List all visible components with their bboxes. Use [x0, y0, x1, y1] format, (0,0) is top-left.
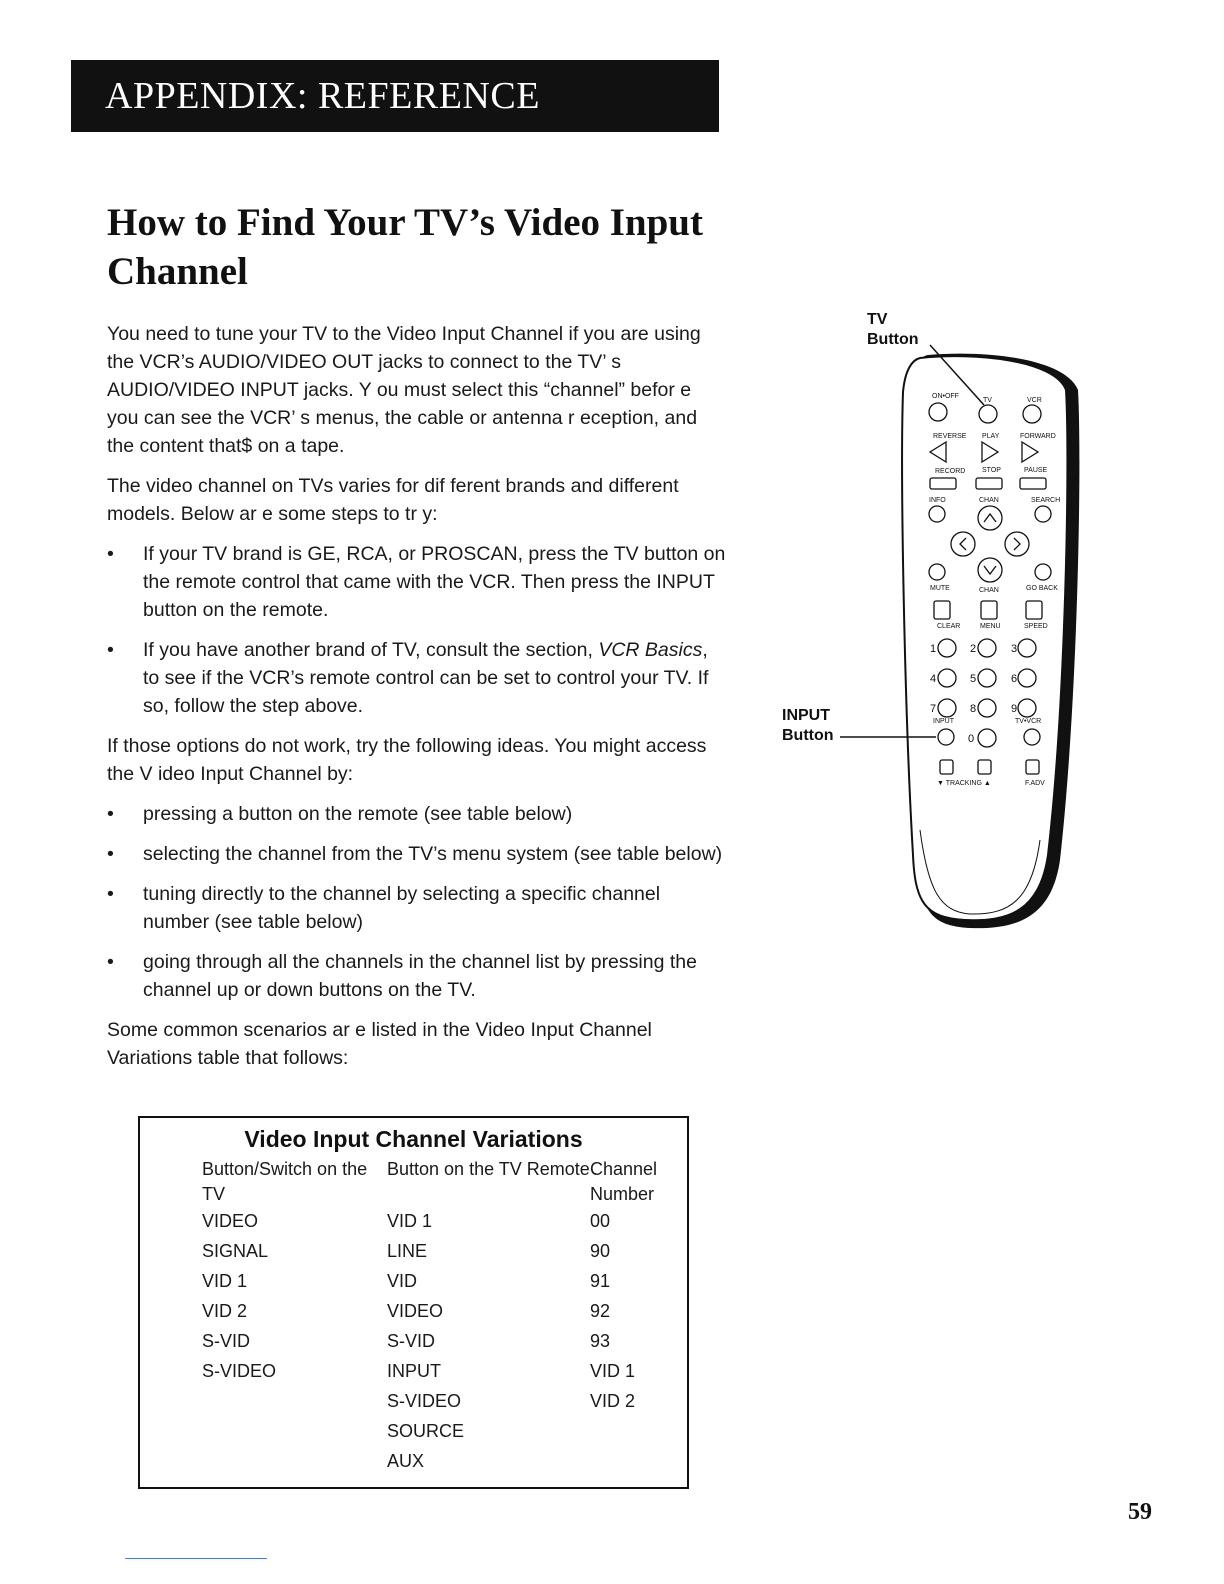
ideas-intro-paragraph: If those options do not work, try the following ideas. You might access the V ideo Input Channel by: — [107, 735, 707, 785]
table-cell: INPUT — [387, 1361, 441, 1381]
table-cell: SOURCE — [387, 1421, 465, 1441]
label-input: INPUT — [933, 718, 954, 725]
table-cell: VID 2 — [590, 1391, 636, 1411]
table-row — [202, 1301, 680, 1331]
table-cell: VIDEO — [202, 1211, 259, 1231]
svg-text:4: 4 — [930, 673, 937, 685]
table-cell: VID 1 — [387, 1211, 433, 1231]
table-cell — [202, 1391, 387, 1421]
list-item: • If your TV brand is GE, RCA, or PROSCAN, press the TV button on the remote control that came with the VCR. Then press the INPUT button on the remote. — [107, 540, 727, 624]
label-tracking: ▼ TRACKING ▲ — [937, 780, 991, 787]
svg-text:6: 6 — [1011, 673, 1018, 685]
table-row — [202, 1361, 680, 1391]
label-mute: MUTE — [930, 585, 950, 592]
table-cell: 92 — [590, 1301, 611, 1321]
variations-table — [202, 1157, 680, 1481]
section-header-title: APPENDIX: REFERENCE — [105, 75, 540, 117]
table-cell — [590, 1421, 680, 1451]
table-cell: S-VID — [387, 1331, 436, 1351]
table-cell: 00 — [590, 1211, 611, 1231]
label-menu: MENU — [980, 623, 1001, 630]
table-cell: S-VIDEO — [387, 1391, 462, 1411]
table-cell: 90 — [590, 1241, 611, 1261]
label-chan-up: CHAN — [979, 497, 999, 504]
table-cell: AUX — [387, 1451, 425, 1471]
steps-intro-paragraph: The video channel on TVs varies for dif ferent brands and different models. Below ar e some steps to tr y: — [107, 475, 679, 525]
label-info: INFO — [929, 497, 946, 504]
label-stop: STOP — [982, 467, 1001, 474]
table-cell: VID — [387, 1271, 418, 1291]
remote-control-illustration — [770, 300, 1090, 940]
table-cell: SIGNAL — [202, 1241, 269, 1261]
section-reference: VCR Basics — [598, 639, 703, 661]
table-cell: 91 — [590, 1271, 611, 1291]
label-chan-down: CHAN — [979, 587, 999, 594]
tv-button-callout: TV Button — [867, 311, 919, 348]
remote-control-figure — [770, 300, 1090, 940]
label-clear: CLEAR — [937, 623, 961, 630]
table-cell: VIDEO — [387, 1301, 444, 1321]
column-header: Button/Switch on the TV — [202, 1159, 368, 1204]
table-cell: LINE — [387, 1241, 428, 1261]
table-row — [202, 1331, 680, 1361]
label-fadv: F.ADV — [1025, 780, 1045, 787]
label-on-off: ON•OFF — [932, 393, 959, 400]
svg-text:9: 9 — [1011, 703, 1018, 715]
list-item: • tuning directly to the channel by selecting a specific channel number (see table below) — [107, 880, 727, 936]
svg-text:8: 8 — [970, 703, 977, 715]
table-row — [202, 1391, 680, 1421]
table-cell: 93 — [590, 1331, 611, 1351]
list-item: • going through all the channels in the channel list by pressing the channel up or down buttons on the TV. — [107, 948, 727, 1004]
label-play: PLAY — [982, 433, 1000, 440]
label-tv-vcr: TV•VCR — [1015, 718, 1042, 725]
section-header — [71, 60, 719, 132]
table-cell: S-VIDEO — [202, 1361, 277, 1381]
svg-text:7: 7 — [930, 703, 937, 715]
label-forward: FORWARD — [1020, 433, 1056, 440]
list-item: • pressing a button on the remote (see table below) — [107, 800, 727, 828]
label-vcr: VCR — [1027, 397, 1042, 404]
intro-paragraph: You need to tune your TV to the Video Input Channel if you are using the VCR’s AUDIO/VIDEO OUT jacks to connect to the TV’ s AUDIO/VIDEO INPUT jacks. Y ou must select this “channel” befor e you can see the VCR’ s menus, the cable or antenna r eception, and the content that$ on a tape. — [107, 323, 701, 457]
body-text — [107, 320, 727, 1084]
table-cell — [202, 1451, 387, 1481]
list-item: • selecting the channel from the TV’s menu system (see table below) — [107, 840, 727, 868]
ideas-list — [107, 800, 727, 1004]
table-row — [202, 1241, 680, 1271]
svg-text:1: 1 — [930, 643, 937, 655]
svg-text:3: 3 — [1011, 643, 1018, 655]
svg-text:2: 2 — [970, 643, 977, 655]
page-title: How to Find Your TV’s Video Input Channel — [107, 201, 703, 293]
label-search: SEARCH — [1031, 497, 1061, 504]
table-cell: VID 1 — [202, 1271, 248, 1291]
steps-list — [107, 540, 727, 720]
svg-text:0: 0 — [968, 733, 975, 745]
label-speed: SPEED — [1024, 623, 1048, 630]
label-tv: TV — [983, 397, 992, 404]
column-header: Button on the TV Remote — [387, 1159, 590, 1179]
table-row — [202, 1271, 680, 1301]
list-item: • If you have another brand of TV, consult the section, VCR Basics, to see if the VCR’s remote control can be set to control your TV. If so, follow the step above. — [107, 636, 727, 720]
label-reverse: REVERSE — [933, 433, 967, 440]
table-cell: VID 2 — [202, 1301, 248, 1321]
table-header-row — [202, 1157, 680, 1211]
table-intro-paragraph: Some common scenarios ar e listed in the Video Input Channel Variations table that follows: — [107, 1019, 652, 1069]
column-header: Channel Number — [590, 1159, 658, 1204]
page-number: 59 — [1128, 1499, 1152, 1525]
table-row — [202, 1451, 680, 1481]
table-row — [202, 1421, 680, 1451]
table-cell: S-VID — [202, 1331, 251, 1351]
svg-text:5: 5 — [970, 673, 977, 685]
label-go-back: GO BACK — [1026, 585, 1058, 592]
table-cell: VID 1 — [590, 1361, 636, 1381]
variations-table-box — [138, 1116, 689, 1489]
table-title: Video Input Channel Variations — [244, 1126, 583, 1152]
label-pause: PAUSE — [1024, 467, 1048, 474]
table-cell — [590, 1451, 680, 1481]
label-record: RECORD — [935, 468, 966, 475]
input-button-callout: INPUT Button — [782, 707, 834, 744]
footer-rule — [125, 1558, 267, 1559]
table-cell — [202, 1421, 387, 1451]
table-row — [202, 1211, 680, 1241]
